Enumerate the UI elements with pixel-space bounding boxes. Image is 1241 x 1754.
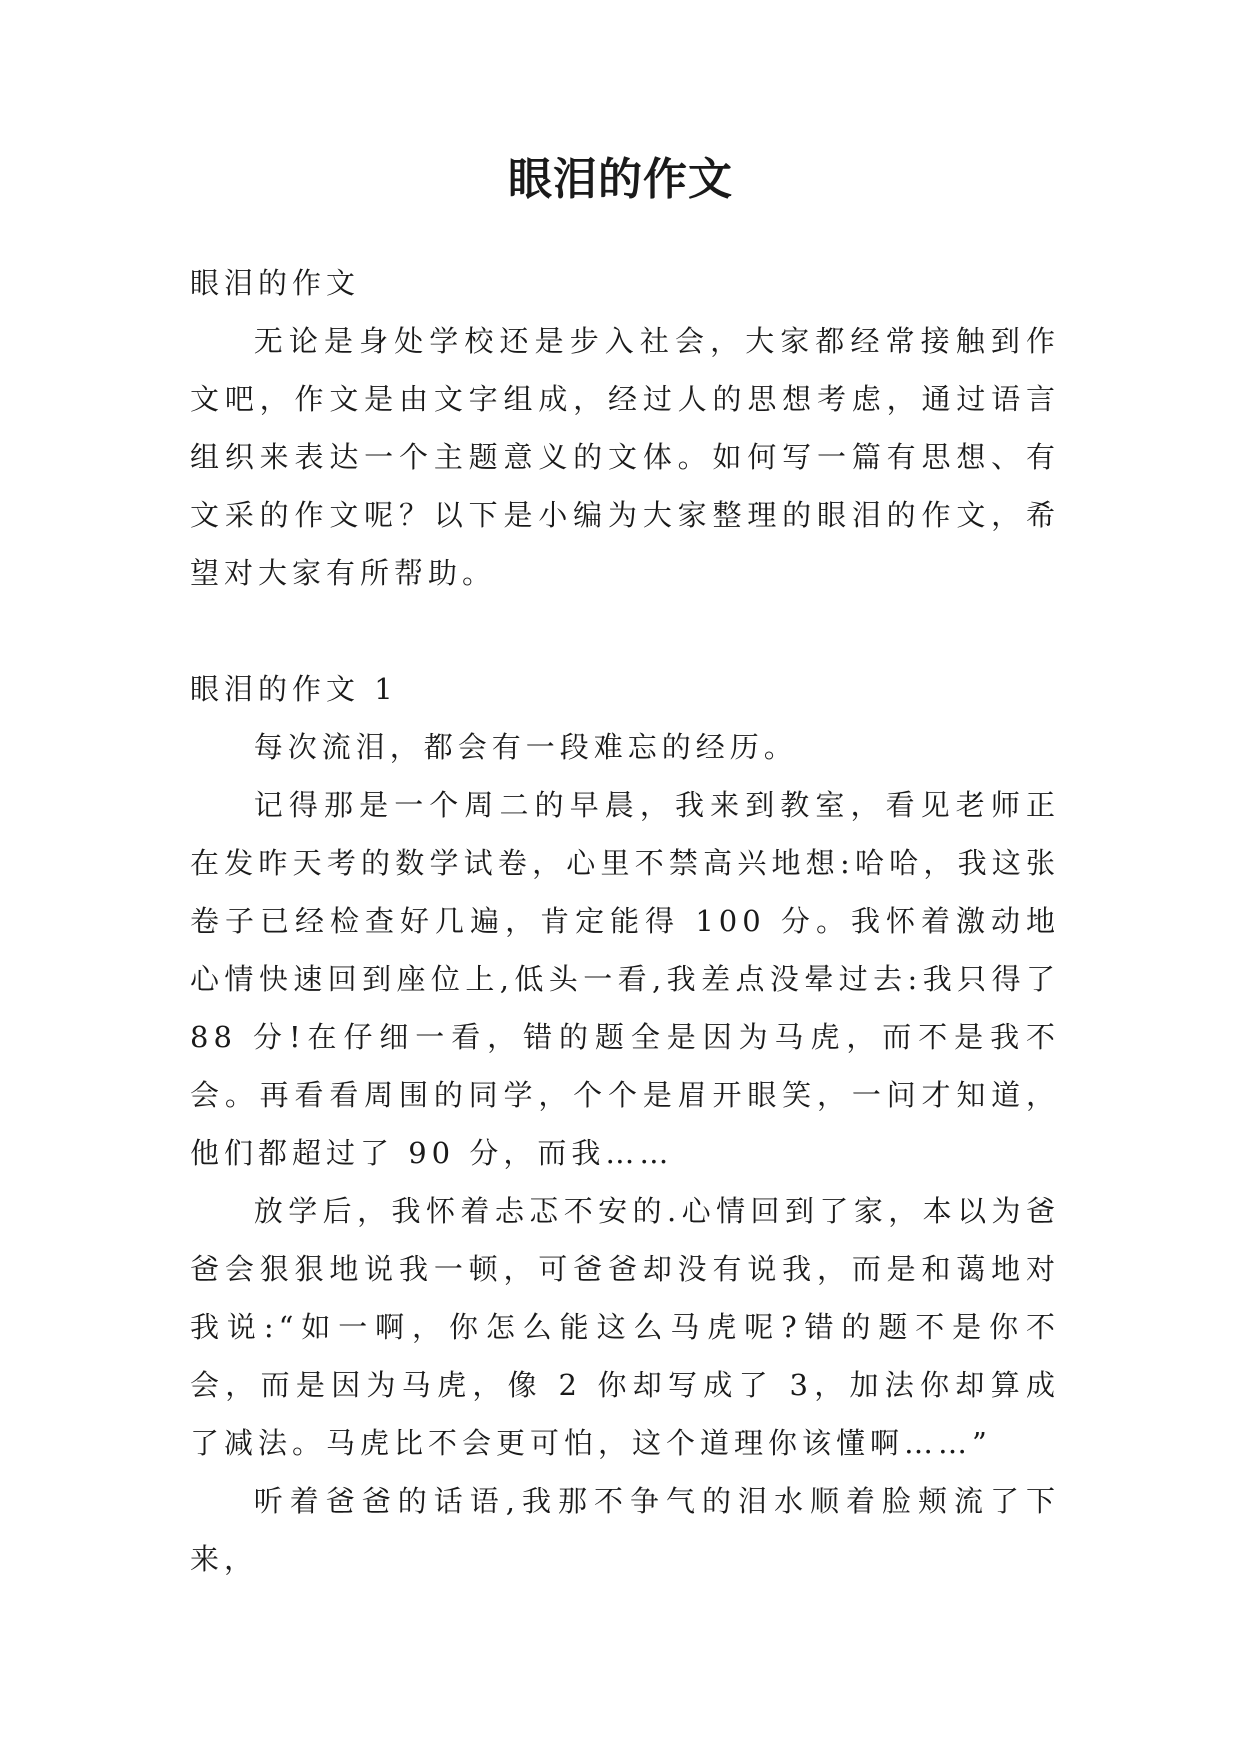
document-title: 眼泪的作文 <box>508 154 733 205</box>
section-gap <box>190 602 1060 660</box>
intro-paragraph: 无论是身处学校还是步入社会，大家都经常接触到作文吧，作文是由文字组成，经过人的思想考虑，通过语言组织来表达一个主题意义的文体。如何写一篇有思想、有文采的作文呢？以下是小编为大家整理的眼泪的作文，希望对大家有所帮助。 <box>190 324 1060 590</box>
body-paragraph: 听着爸爸的话语,我那不争气的泪水顺着脸颊流了下来， <box>190 1484 1060 1576</box>
body-paragraph: 记得那是一个周二的早晨，我来到教室，看见老师正在发昨天考的数学试卷，心里不禁高兴地想:哈哈，我这张卷子已经检查好几遍，肯定能得 100 分。我怀着激动地心情快速回到座位上,低头一看,我差点没晕过去:我只得了 88 分!在仔细一看，错的题全是因为马虎，而不是我不会。再看看周围的同学，个个是眉开眼笑，一问才知道，他们都超过了 90 分，而我…… <box>190 788 1060 1170</box>
document-body <box>190 254 1060 1588</box>
body-paragraph: 放学后，我怀着忐忑不安的.心情回到了家，本以为爸爸会狠狠地说我一顿，可爸爸却没有说我，而是和蔼地对我说:“如一啊，你怎么能这么马虎呢?错的题不是你不会，而是因为马虎，像 2 你却写成了 3，加法你却算成了减法。马虎比不会更可怕，这个道理你该懂啊……” <box>190 1194 1060 1460</box>
body-paragraph: 每次流泪，都会有一段难忘的经历。 <box>253 730 798 764</box>
intro-heading: 眼泪的作文 <box>190 266 361 300</box>
section-heading: 眼泪的作文 1 <box>190 672 398 706</box>
